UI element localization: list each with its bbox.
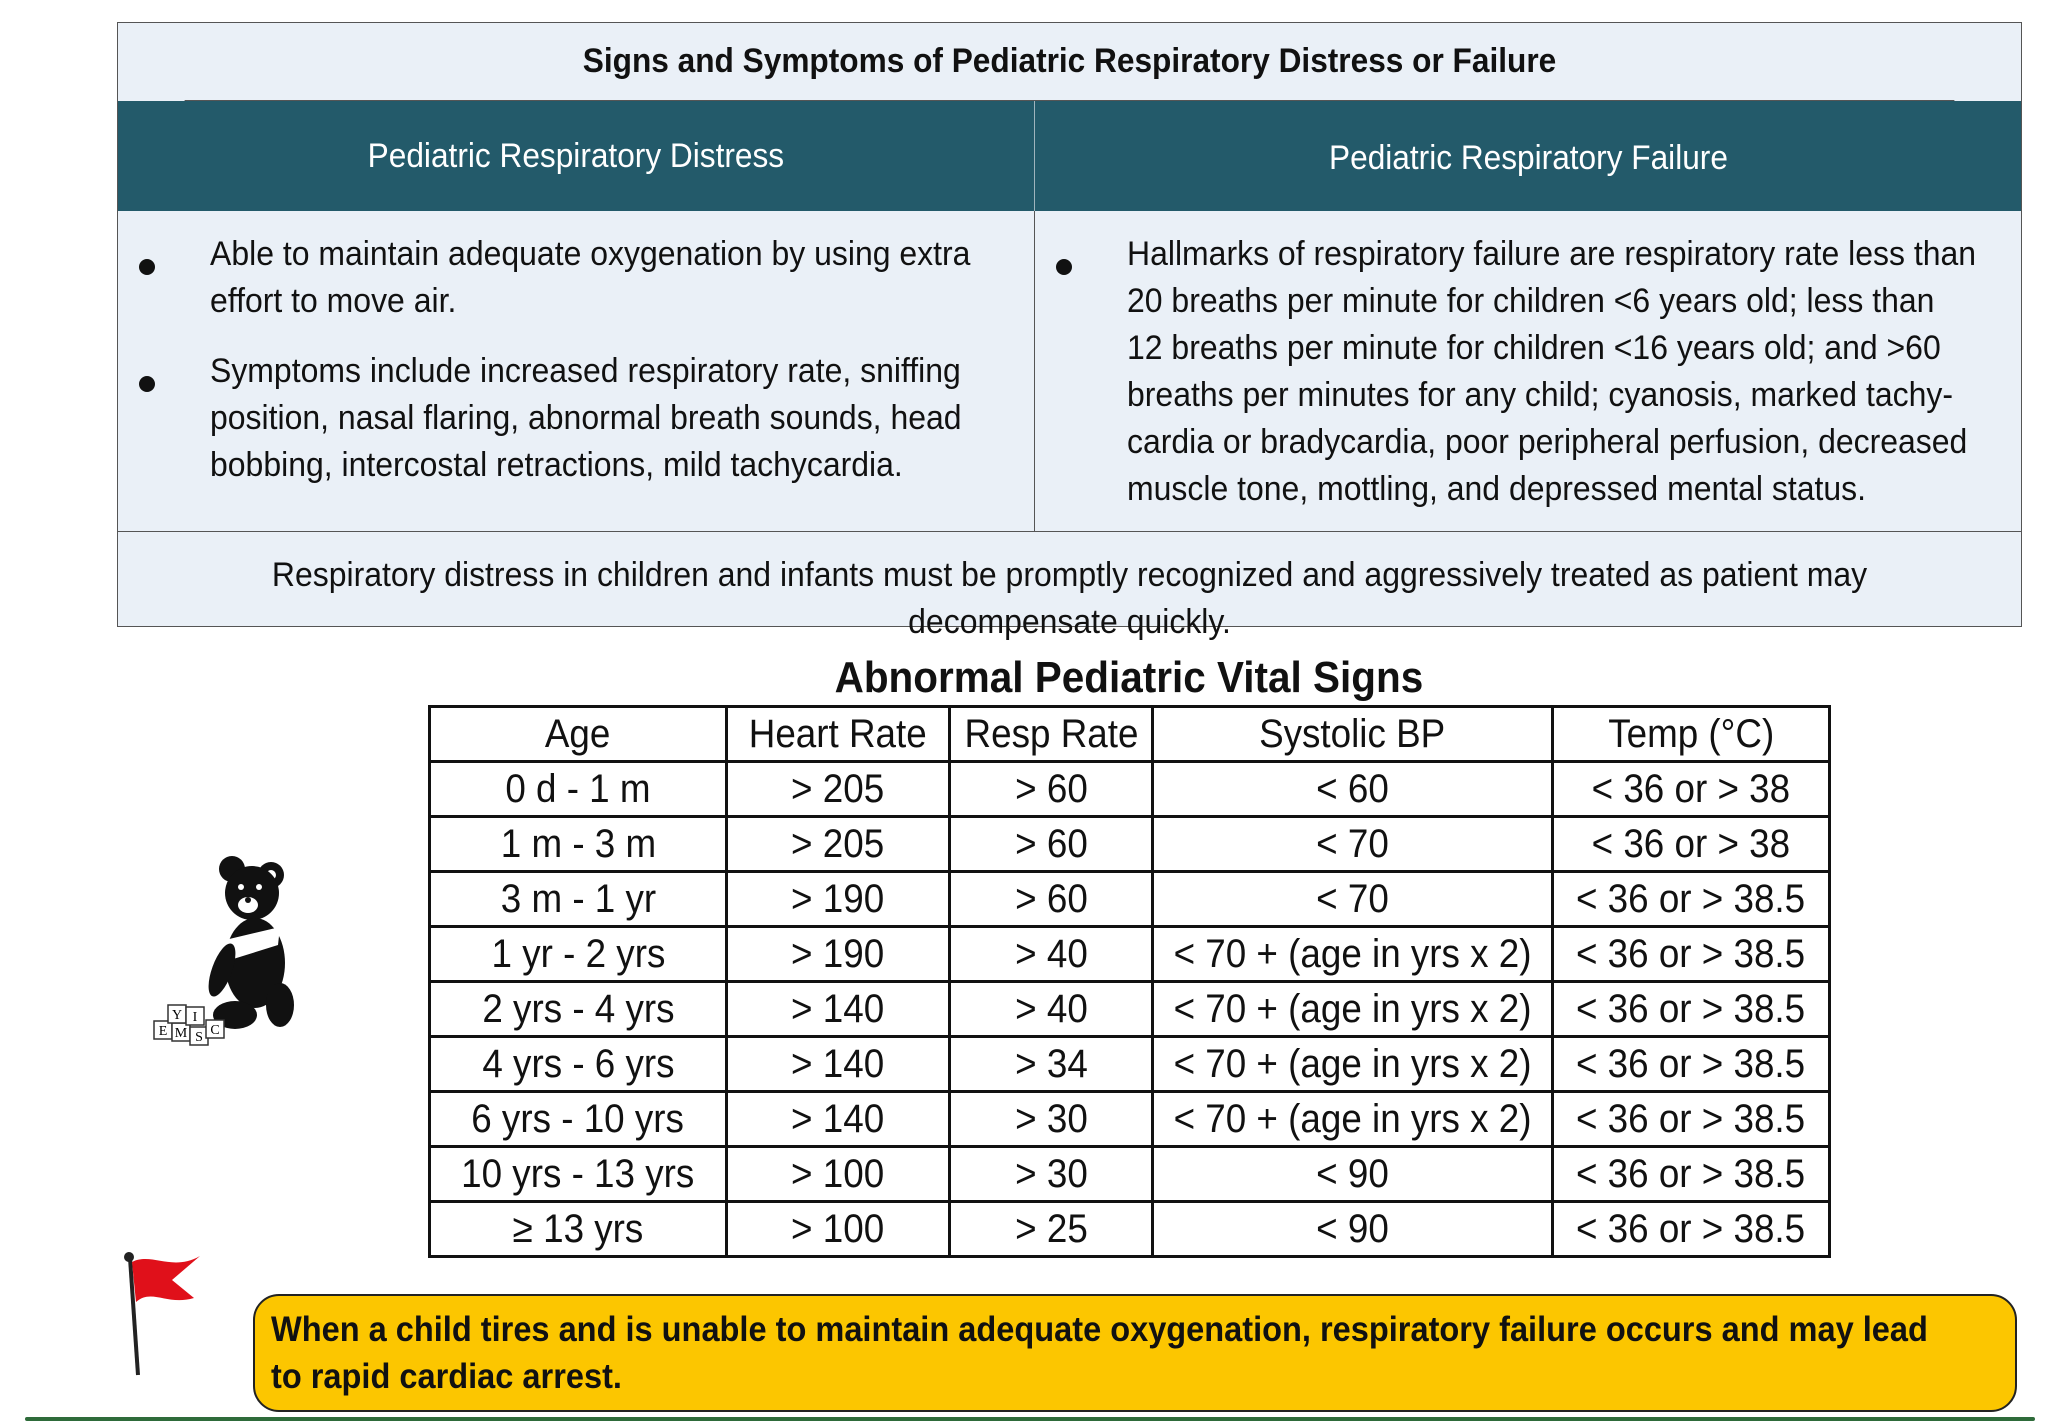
- heart-rate-cell: > 140: [727, 982, 950, 1037]
- distress-bullet-text: Symptoms include increased respiratory rate, sniffing position, nasal flaring, abnormal breath sounds, head bobbing, intercostal retractions, mild tachycardia.: [210, 352, 962, 484]
- block-letter: M: [174, 1026, 188, 1041]
- age-cell: ≥ 13 yrs: [430, 1202, 727, 1257]
- distress-bullet-text: Able to maintain adequate oxygenation by using extra effort to move air.: [210, 235, 971, 320]
- age-cell: 4 yrs - 6 yrs: [430, 1037, 727, 1092]
- symptoms-title: Signs and Symptoms of Pediatric Respiratory Distress or Failure: [185, 23, 1955, 101]
- resp-rate-cell: > 34: [950, 1037, 1153, 1092]
- distress-warning-note: [118, 531, 2021, 641]
- vitals-table: [428, 705, 1831, 1258]
- distress-header: [118, 101, 1035, 211]
- heart-rate-cell: > 140: [727, 1037, 950, 1092]
- systolic-bp-cell: < 70: [1153, 872, 1553, 927]
- resp-rate-cell: > 25: [950, 1202, 1153, 1257]
- column-header: Temp (°C): [1553, 707, 1830, 762]
- distress-warning-text: Respiratory distress in children and infants must be promptly recognized and aggressively treated as patient may decompensate quickly.: [271, 556, 1868, 641]
- distress-column: [118, 211, 1035, 531]
- table-row: [430, 982, 1830, 1037]
- temp-cell: < 36 or > 38.5: [1553, 1037, 1830, 1092]
- vitals-header-row: [430, 707, 1830, 762]
- callout-text: When a child tires and is unable to maintain adequate oxygenation, respiratory failure occurs and may lead to rapid cardiac arrest.: [271, 1310, 1928, 1396]
- column-header: Resp Rate: [950, 707, 1153, 762]
- systolic-bp-cell: < 70 + (age in yrs x 2): [1153, 927, 1553, 982]
- systolic-bp-cell: < 70 + (age in yrs x 2): [1153, 982, 1553, 1037]
- age-cell: 1 m - 3 m: [430, 817, 727, 872]
- column-header: Age: [430, 707, 727, 762]
- temp-cell: < 36 or > 38: [1553, 817, 1830, 872]
- block-letter: E: [158, 1024, 168, 1039]
- letter-blocks-icon: [154, 1005, 224, 1045]
- temp-cell: < 36 or > 38.5: [1553, 872, 1830, 927]
- column-header: Heart Rate: [727, 707, 950, 762]
- temp-cell: < 36 or > 38.5: [1553, 927, 1830, 982]
- table-row: [430, 1147, 1830, 1202]
- resp-rate-cell: > 40: [950, 927, 1153, 982]
- age-cell: 1 yr - 2 yrs: [430, 927, 727, 982]
- systolic-bp-cell: < 60: [1153, 762, 1553, 817]
- resp-rate-cell: > 60: [950, 762, 1153, 817]
- systolic-bp-cell: < 70 + (age in yrs x 2): [1153, 1037, 1553, 1092]
- temp-cell: < 36 or > 38.5: [1553, 1147, 1830, 1202]
- age-cell: 2 yrs - 4 yrs: [430, 982, 727, 1037]
- red-flag-icon: [112, 1250, 207, 1380]
- vitals-title-text: Abnormal Pediatric Vital Signs: [834, 653, 1424, 702]
- temp-cell: < 36 or > 38.5: [1553, 982, 1830, 1037]
- table-row: [430, 817, 1830, 872]
- heart-rate-cell: > 100: [727, 1147, 950, 1202]
- age-cell: 3 m - 1 yr: [430, 872, 727, 927]
- temp-cell: < 36 or > 38: [1553, 762, 1830, 817]
- age-cell: 0 d - 1 m: [430, 762, 727, 817]
- resp-rate-cell: > 60: [950, 872, 1153, 927]
- failure-header: [1035, 101, 2021, 211]
- heart-rate-cell: > 100: [727, 1202, 950, 1257]
- table-row: [430, 762, 1830, 817]
- bullet-dot-icon: [1056, 259, 1072, 275]
- table-row: [430, 1037, 1830, 1092]
- column-header: Systolic BP: [1153, 707, 1553, 762]
- block-letter: S: [195, 1030, 203, 1045]
- footer-divider: [25, 1417, 2035, 1421]
- heart-rate-cell: > 205: [727, 817, 950, 872]
- distress-header-label: Pediatric Respiratory Distress: [367, 136, 785, 175]
- resp-rate-cell: > 40: [950, 982, 1153, 1037]
- bullet-dot-icon: [139, 376, 155, 392]
- teddy-bear-icon: [140, 845, 300, 1060]
- block-letter: I: [192, 1010, 198, 1025]
- systolic-bp-cell: < 90: [1153, 1147, 1553, 1202]
- heart-rate-cell: > 190: [727, 872, 950, 927]
- systolic-bp-cell: < 90: [1153, 1202, 1553, 1257]
- systolic-bp-cell: < 70: [1153, 817, 1553, 872]
- table-row: [430, 1202, 1830, 1257]
- block-letter: Y: [171, 1008, 183, 1023]
- age-cell: 10 yrs - 13 yrs: [430, 1147, 727, 1202]
- temp-cell: < 36 or > 38.5: [1553, 1202, 1830, 1257]
- heart-rate-cell: > 205: [727, 762, 950, 817]
- resp-rate-cell: > 30: [950, 1092, 1153, 1147]
- block-letter: C: [210, 1023, 220, 1038]
- age-cell: 6 yrs - 10 yrs: [430, 1092, 727, 1147]
- cardiac-arrest-callout: [253, 1294, 2017, 1412]
- failure-column: [1035, 211, 2021, 531]
- symptoms-box: [117, 22, 2022, 641]
- systolic-bp-cell: < 70 + (age in yrs x 2): [1153, 1092, 1553, 1147]
- failure-bullet-text: Hallmarks of respiratory failure are respiratory rate less than 20 breaths per minute for children <6 years old; less than 12 breaths per minute for children <16 years old; and >60 breaths per minutes for any child; cyanosis, marked tachy- cardia or bradycardia, poor peripheral perfusion, decreased muscle tone, mottling, and depressed mental status.: [1127, 235, 1977, 508]
- bullet-dot-icon: [139, 259, 155, 275]
- table-row: [430, 1092, 1830, 1147]
- table-row: [430, 927, 1830, 982]
- temp-cell: < 36 or > 38.5: [1553, 1092, 1830, 1147]
- resp-rate-cell: > 60: [950, 817, 1153, 872]
- failure-header-label: Pediatric Respiratory Failure: [1328, 139, 1728, 177]
- table-row: [430, 872, 1830, 927]
- vitals-title: [430, 650, 1828, 706]
- heart-rate-cell: > 190: [727, 927, 950, 982]
- resp-rate-cell: > 30: [950, 1147, 1153, 1202]
- heart-rate-cell: > 140: [727, 1092, 950, 1147]
